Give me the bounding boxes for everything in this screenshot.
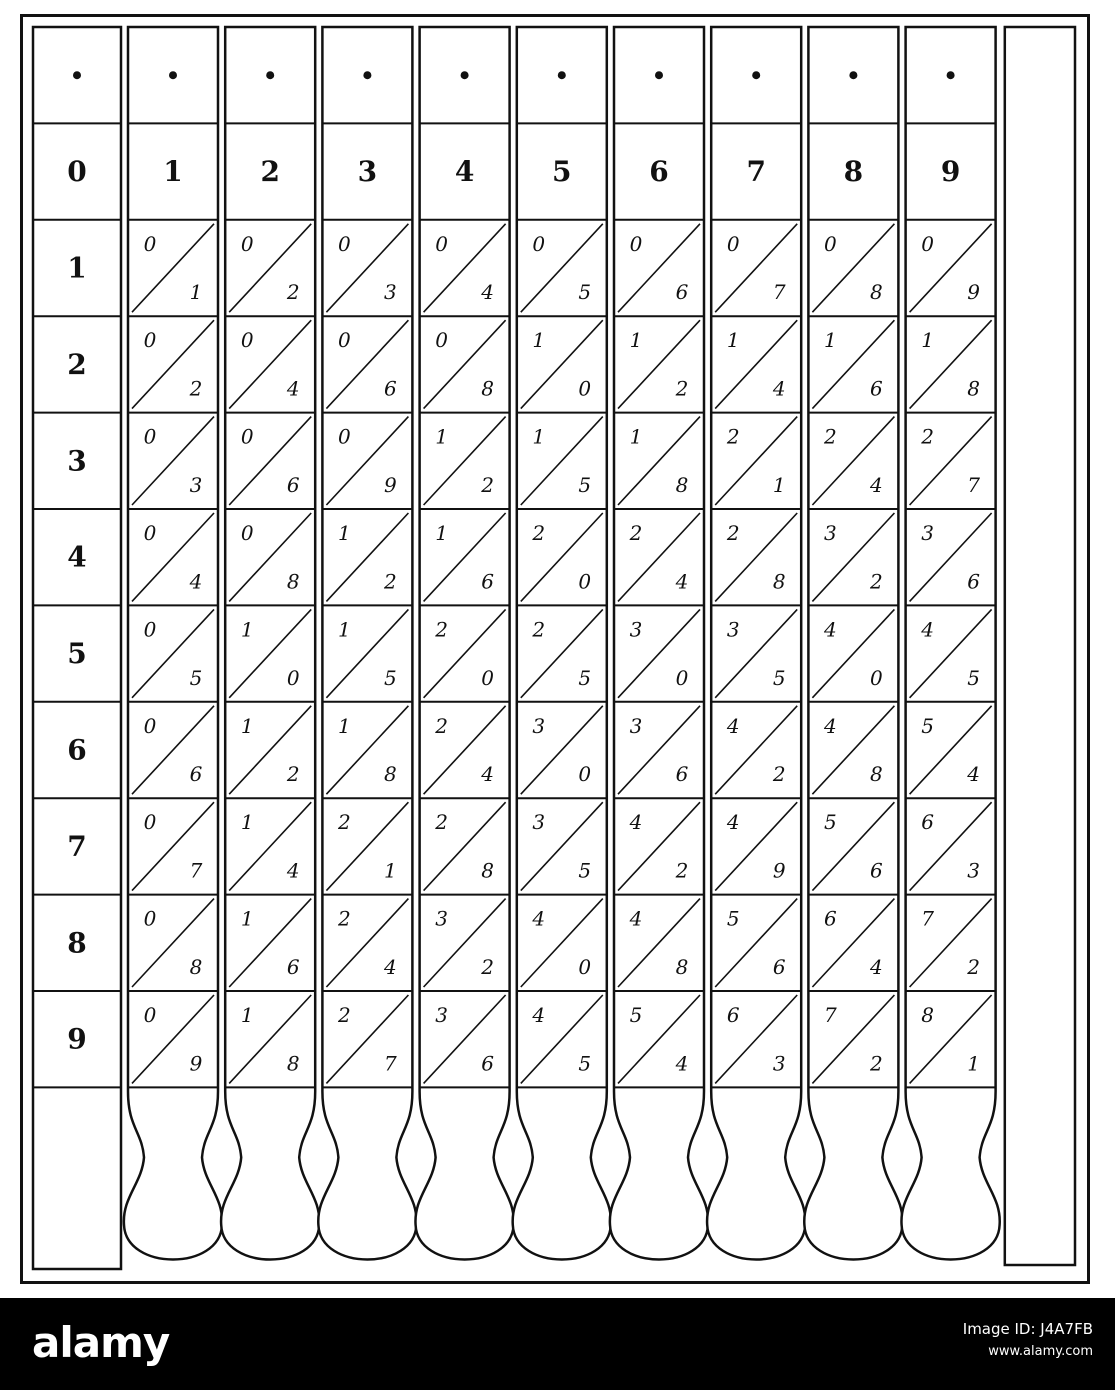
cell-units-digit: 6	[675, 762, 689, 787]
cell-units-digit: 1	[189, 280, 203, 305]
cell-units-digit: 7	[772, 280, 786, 305]
cell-units-digit: 7	[189, 858, 203, 883]
rod-dot	[558, 71, 566, 79]
cell-units-digit: 6	[772, 955, 786, 979]
cell-tens-digit: 3	[629, 713, 643, 738]
rod-dot	[947, 71, 955, 79]
cell-units-digit: 0	[578, 762, 592, 787]
cell-tens-digit: 0	[824, 231, 837, 256]
cell-units-digit: 9	[772, 858, 786, 883]
cell-tens-digit: 3	[435, 1003, 448, 1027]
cell-units-digit: 2	[870, 569, 883, 594]
cell-units-digit: 3	[772, 1051, 786, 1076]
cell-units-digit: 6	[870, 858, 883, 883]
cell-units-digit: 4	[967, 762, 980, 787]
column-label: 1	[163, 155, 183, 189]
cell-tens-digit: 0	[143, 1003, 157, 1027]
cell-units-digit: 0	[286, 665, 300, 690]
cell-tens-digit: 1	[338, 617, 351, 642]
cell-tens-digit: 6	[921, 810, 934, 835]
cell-tens-digit: 1	[629, 424, 643, 449]
cell-tens-digit: 0	[435, 328, 448, 353]
blank-strip	[1005, 27, 1075, 1265]
cell-tens-digit: 1	[824, 328, 837, 353]
cell-tens-digit: 1	[435, 521, 448, 545]
cell-tens-digit: 1	[435, 424, 448, 449]
cell-tens-digit: 0	[143, 424, 157, 449]
cell-units-digit: 6	[286, 955, 300, 979]
cell-tens-digit: 0	[143, 617, 157, 642]
row-label: 4	[67, 540, 87, 574]
column-label: 8	[843, 155, 864, 189]
cell-tens-digit: 1	[240, 713, 254, 738]
cell-tens-digit: 1	[240, 617, 254, 642]
row-label: 6	[67, 733, 87, 767]
cell-tens-digit: 4	[824, 617, 837, 642]
cell-tens-digit: 0	[240, 424, 254, 449]
column-label: 4	[454, 155, 475, 189]
cell-tens-digit: 6	[726, 1003, 740, 1027]
row-label: 5	[67, 637, 87, 671]
cell-tens-digit: 7	[921, 906, 934, 931]
cell-tens-digit: 0	[240, 521, 254, 545]
column-label: 7	[746, 155, 766, 189]
cell-tens-digit: 0	[143, 906, 157, 931]
cell-tens-digit: 3	[726, 617, 740, 642]
cell-units-digit: 2	[675, 858, 689, 883]
column-label: 9	[940, 155, 961, 189]
cell-tens-digit: 3	[532, 810, 546, 835]
cell-units-digit: 1	[772, 473, 786, 497]
rod-dot	[655, 71, 663, 79]
cell-tens-digit: 1	[532, 328, 546, 353]
image-id-label: Image ID: J4A7FB	[962, 1320, 1093, 1338]
cell-units-digit: 8	[870, 762, 883, 787]
rod-dot	[169, 71, 177, 79]
watermark-bar	[0, 1298, 1115, 1390]
cell-units-digit: 5	[578, 280, 592, 305]
cell-units-digit: 6	[870, 376, 883, 401]
cell-units-digit: 2	[189, 376, 203, 401]
cell-tens-digit: 4	[726, 713, 740, 738]
cell-tens-digit: 1	[629, 328, 643, 353]
cell-units-digit: 8	[675, 473, 689, 497]
cell-tens-digit: 2	[921, 424, 934, 449]
cell-units-digit: 0	[578, 376, 592, 401]
cell-units-digit: 6	[189, 762, 203, 787]
cell-tens-digit: 2	[338, 810, 351, 835]
cell-units-digit: 6	[286, 473, 300, 497]
row-label: 1	[67, 251, 87, 285]
cell-tens-digit: 3	[824, 521, 837, 545]
cell-units-digit: 6	[384, 376, 397, 401]
cell-tens-digit: 0	[532, 231, 546, 256]
cell-tens-digit: 0	[338, 424, 351, 449]
row-label: 3	[67, 444, 87, 478]
cell-tens-digit: 0	[143, 810, 157, 835]
cell-tens-digit: 0	[143, 328, 157, 353]
cell-tens-digit: 2	[629, 521, 643, 545]
cell-units-digit: 4	[772, 376, 786, 401]
cell-units-digit: 9	[967, 280, 980, 305]
cell-units-digit: 4	[675, 569, 689, 594]
cell-units-digit: 8	[675, 955, 689, 979]
cell-units-digit: 2	[967, 955, 980, 979]
cell-units-digit: 8	[967, 376, 980, 401]
cell-units-digit: 2	[481, 955, 494, 979]
cell-units-digit: 4	[189, 569, 203, 594]
cell-tens-digit: 0	[240, 328, 254, 353]
cell-units-digit: 8	[189, 955, 203, 979]
cell-units-digit: 2	[286, 280, 300, 305]
cell-units-digit: 1	[967, 1051, 980, 1076]
cell-units-digit: 2	[481, 473, 494, 497]
cell-tens-digit: 0	[338, 231, 351, 256]
rod-outline	[513, 27, 611, 1260]
cell-units-digit: 1	[384, 858, 397, 883]
cell-units-digit: 8	[286, 1051, 300, 1076]
rods-diagram	[23, 17, 1087, 1281]
cell-tens-digit: 2	[726, 521, 740, 545]
cell-tens-digit: 2	[435, 810, 448, 835]
cell-units-digit: 3	[384, 280, 397, 305]
cell-units-digit: 8	[481, 376, 494, 401]
cell-tens-digit: 2	[338, 1003, 351, 1027]
cell-tens-digit: 2	[532, 521, 546, 545]
cell-units-digit: 2	[772, 762, 786, 787]
row-label: 8	[67, 926, 87, 960]
cell-tens-digit: 4	[629, 810, 643, 835]
watermark-meta	[963, 1320, 1093, 1359]
cell-tens-digit: 0	[143, 713, 157, 738]
rod-outline	[124, 27, 222, 1260]
cell-tens-digit: 7	[824, 1003, 837, 1027]
cell-units-digit: 2	[286, 762, 300, 787]
cell-units-digit: 7	[967, 473, 980, 497]
cell-units-digit: 6	[967, 569, 980, 594]
rod-outline	[610, 27, 708, 1260]
cell-units-digit: 4	[481, 280, 494, 305]
cell-tens-digit: 1	[532, 424, 546, 449]
cell-units-digit: 2	[675, 376, 689, 401]
cell-units-digit: 9	[189, 1051, 203, 1076]
cell-units-digit: 0	[578, 569, 592, 594]
row-label: 7	[67, 829, 87, 863]
column-label: 2	[260, 155, 280, 189]
cell-units-digit: 7	[384, 1051, 397, 1076]
cell-tens-digit: 3	[532, 713, 546, 738]
rod-dot	[849, 71, 857, 79]
cell-units-digit: 4	[481, 762, 494, 787]
cell-tens-digit: 5	[629, 1003, 643, 1027]
cell-units-digit: 8	[772, 569, 786, 594]
cell-units-digit: 2	[384, 569, 397, 594]
cell-units-digit: 5	[578, 858, 592, 883]
cell-tens-digit: 2	[532, 617, 546, 642]
cell-tens-digit: 2	[824, 424, 837, 449]
cell-units-digit: 5	[384, 665, 397, 690]
column-label: 3	[357, 155, 378, 189]
rod-dot	[461, 71, 469, 79]
cell-units-digit: 8	[286, 569, 300, 594]
cell-tens-digit: 4	[726, 810, 740, 835]
cell-tens-digit: 1	[240, 1003, 254, 1027]
column-label: 6	[649, 155, 669, 189]
cell-units-digit: 5	[189, 665, 203, 690]
cell-units-digit: 4	[870, 473, 883, 497]
cell-units-digit: 8	[481, 858, 494, 883]
cell-tens-digit: 0	[338, 328, 351, 353]
cell-units-digit: 5	[578, 473, 592, 497]
cell-units-digit: 2	[870, 1051, 883, 1076]
cell-tens-digit: 1	[726, 328, 740, 353]
cell-units-digit: 3	[967, 858, 980, 883]
cell-units-digit: 4	[384, 955, 397, 979]
cell-units-digit: 6	[481, 569, 494, 594]
cell-units-digit: 4	[286, 376, 300, 401]
napier-bones-board	[20, 14, 1090, 1284]
cell-tens-digit: 5	[921, 713, 934, 738]
cell-units-digit: 6	[481, 1051, 494, 1076]
cell-units-digit: 5	[578, 665, 592, 690]
cell-tens-digit: 0	[921, 231, 934, 256]
cell-tens-digit: 1	[921, 328, 934, 353]
cell-units-digit: 5	[967, 665, 980, 690]
cell-tens-digit: 4	[532, 906, 546, 931]
rod-dot	[266, 71, 274, 79]
cell-tens-digit: 0	[435, 231, 448, 256]
row-label: 0	[67, 155, 87, 189]
cell-tens-digit: 1	[240, 810, 254, 835]
cell-units-digit: 5	[578, 1051, 592, 1076]
cell-tens-digit: 4	[921, 617, 934, 642]
column-label: 5	[552, 155, 572, 189]
row-label: 2	[67, 347, 87, 381]
cell-units-digit: 9	[384, 473, 397, 497]
cell-units-digit: 4	[870, 955, 883, 979]
cell-tens-digit: 0	[143, 231, 157, 256]
cell-units-digit: 8	[870, 280, 883, 305]
rod-outline	[707, 27, 805, 1260]
cell-units-digit: 0	[870, 665, 883, 690]
cell-tens-digit: 2	[726, 424, 740, 449]
index-dot	[73, 71, 81, 79]
cell-tens-digit: 3	[435, 906, 448, 931]
cell-tens-digit: 0	[240, 231, 254, 256]
cell-tens-digit: 2	[338, 906, 351, 931]
rod-outline	[901, 27, 999, 1260]
cell-tens-digit: 3	[629, 617, 643, 642]
cell-tens-digit: 8	[921, 1003, 934, 1027]
cell-tens-digit: 6	[824, 906, 837, 931]
rod-outline	[415, 27, 513, 1260]
cell-tens-digit: 4	[532, 1003, 546, 1027]
cell-tens-digit: 4	[629, 906, 643, 931]
rod-outline	[318, 27, 416, 1260]
cell-tens-digit: 1	[338, 713, 351, 738]
cell-tens-digit: 2	[435, 713, 448, 738]
rod-outline	[804, 27, 902, 1260]
rod-outline	[221, 27, 319, 1260]
cell-units-digit: 6	[675, 280, 689, 305]
rod-dot	[363, 71, 371, 79]
cell-tens-digit: 0	[143, 521, 157, 545]
cell-tens-digit: 5	[726, 906, 740, 931]
site-url: www.alamy.com	[988, 1344, 1093, 1359]
brand-logo: alamy	[32, 1318, 170, 1367]
cell-tens-digit: 3	[921, 521, 934, 545]
row-label: 9	[67, 1022, 87, 1056]
cell-tens-digit: 1	[338, 521, 351, 545]
cell-units-digit: 0	[578, 955, 592, 979]
cell-units-digit: 0	[481, 665, 494, 690]
cell-units-digit: 8	[384, 762, 397, 787]
cell-units-digit: 4	[675, 1051, 689, 1076]
rod-dot	[752, 71, 760, 79]
cell-units-digit: 4	[286, 858, 300, 883]
cell-tens-digit: 1	[240, 906, 254, 931]
cell-units-digit: 3	[189, 473, 203, 497]
cell-tens-digit: 4	[824, 713, 837, 738]
cell-tens-digit: 2	[435, 617, 448, 642]
cell-tens-digit: 0	[726, 231, 740, 256]
cell-units-digit: 5	[772, 665, 786, 690]
cell-units-digit: 0	[675, 665, 689, 690]
cell-tens-digit: 5	[824, 810, 837, 835]
cell-tens-digit: 0	[629, 231, 643, 256]
